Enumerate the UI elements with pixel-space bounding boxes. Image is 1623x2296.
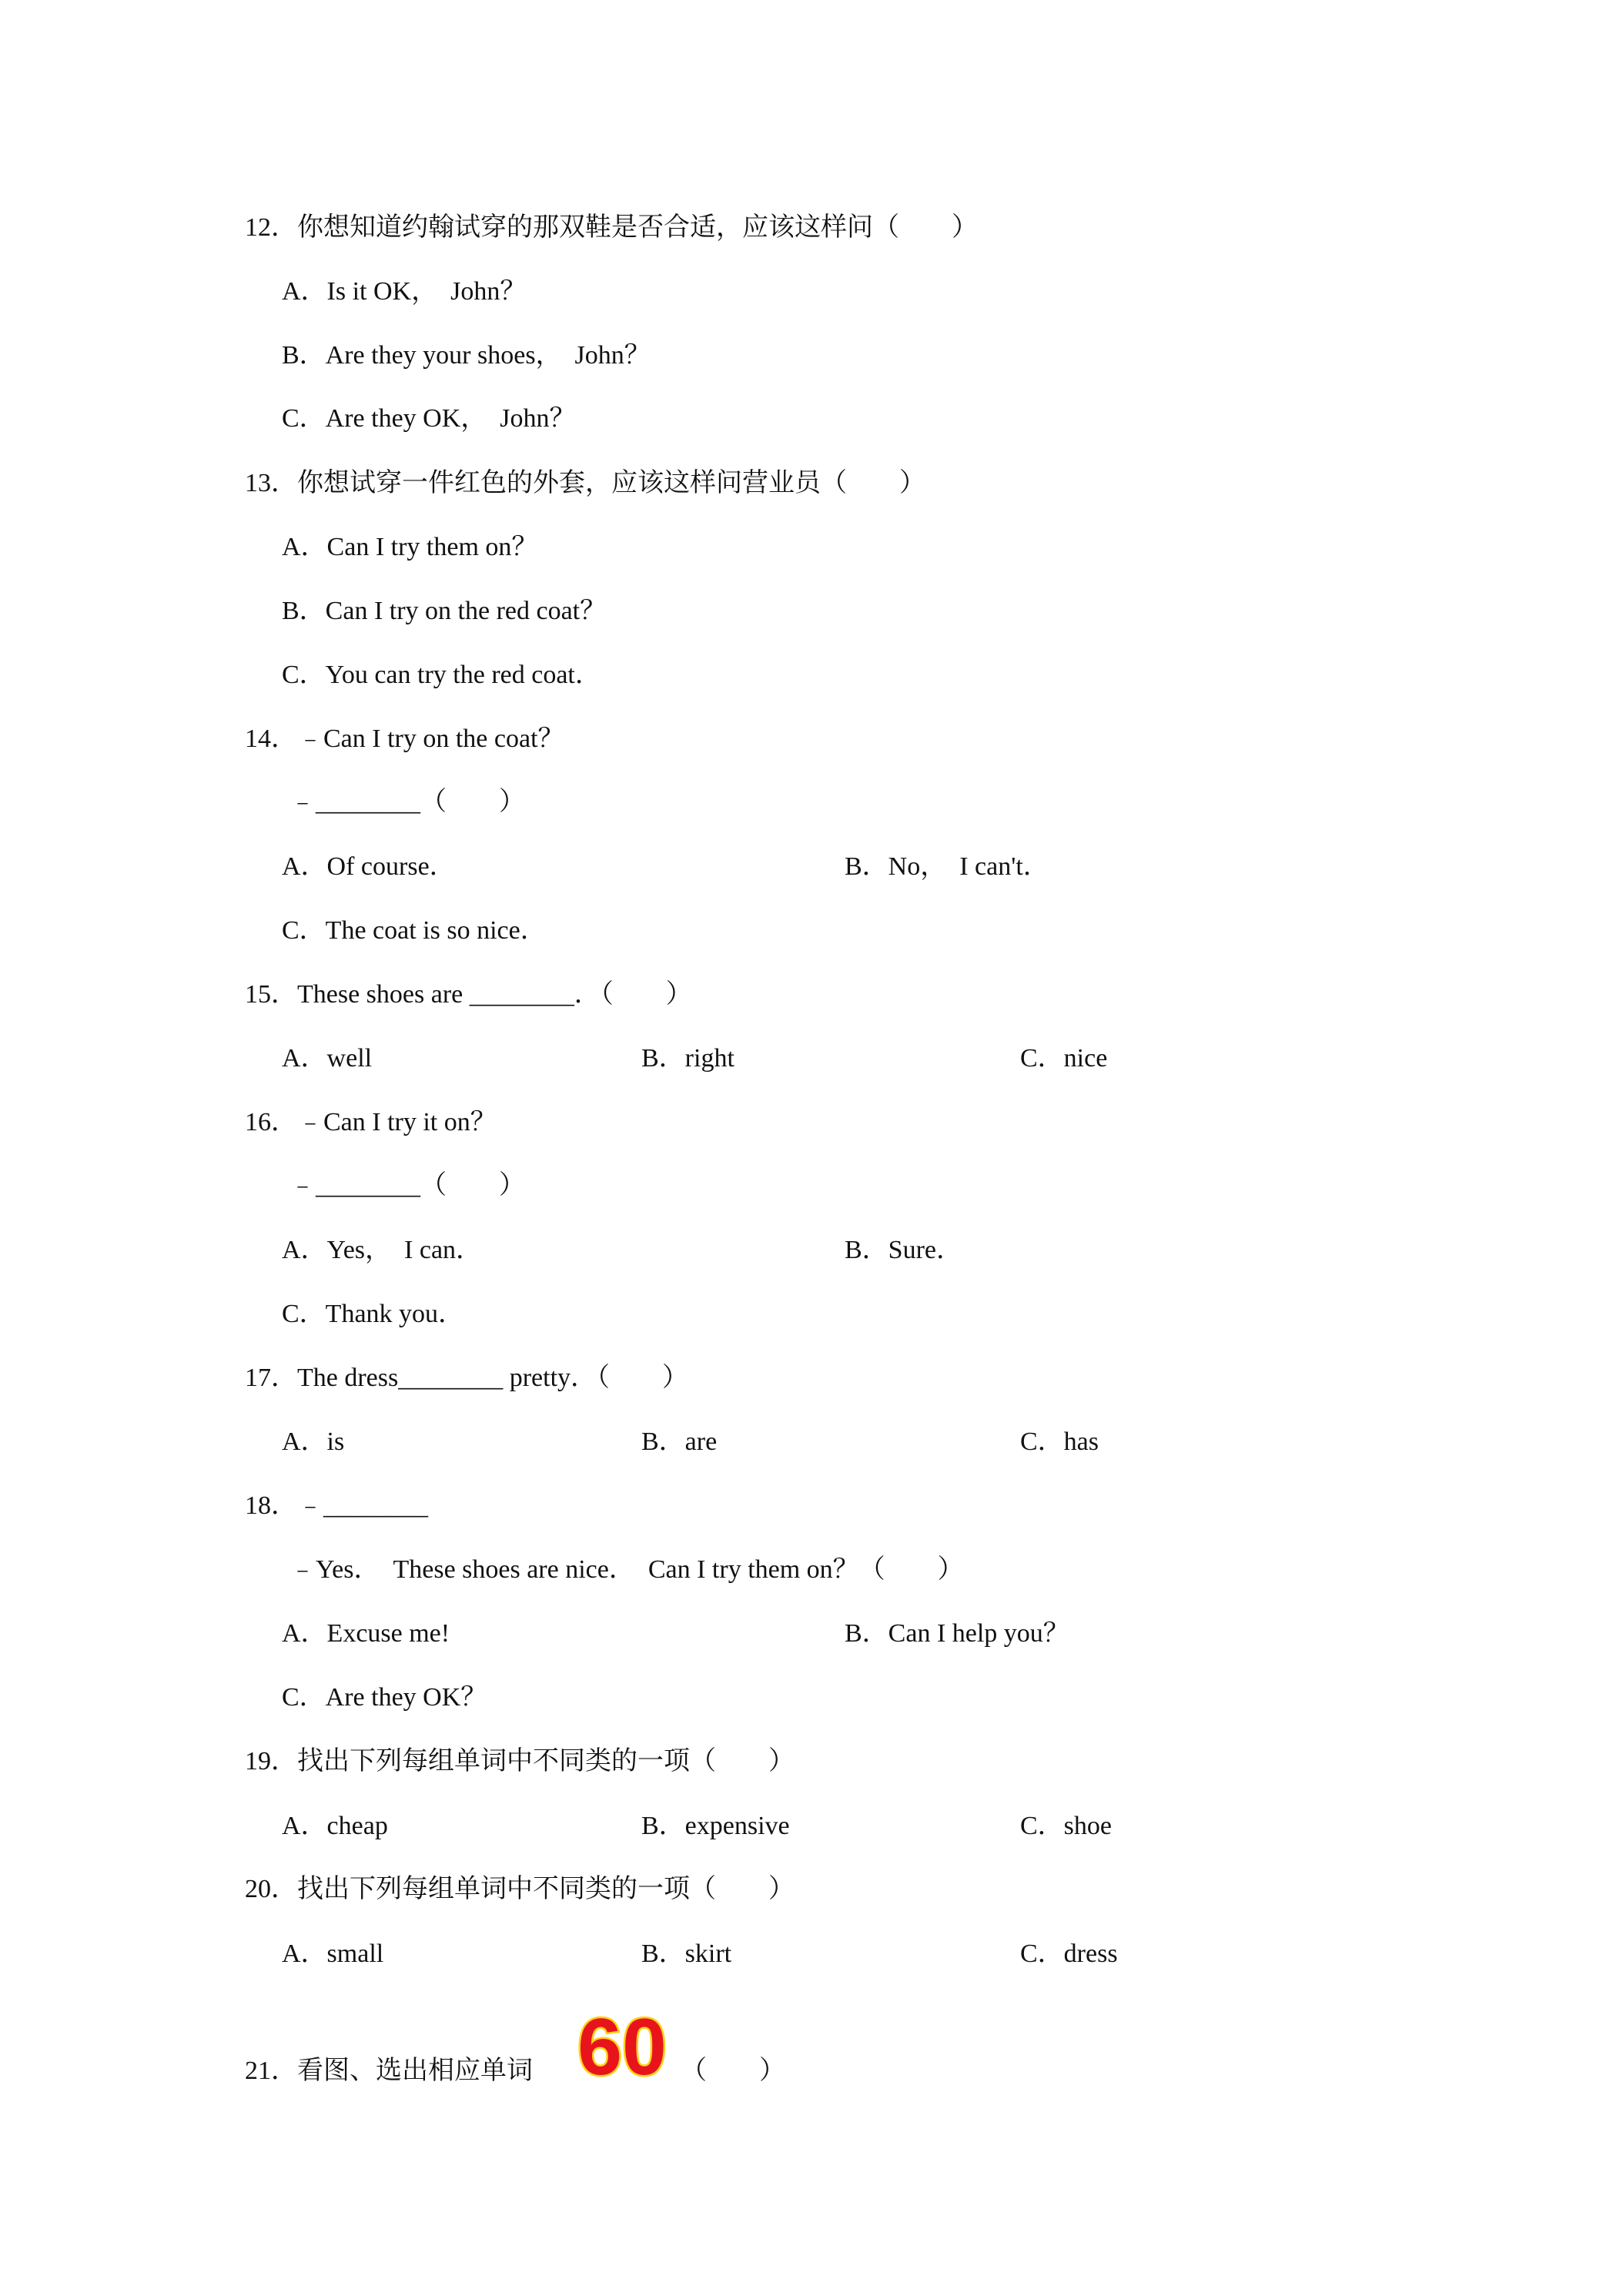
question-15-stem: 15．These shoes are ________．（ ）: [245, 980, 692, 1009]
question-16-stem: 16．﹣Can I try it on？: [245, 1108, 497, 1136]
question-18-option-c: C．Are they OK？: [282, 1683, 487, 1712]
question-19-option-a: A．cheap: [282, 1812, 388, 1840]
question-13-option-c: C．You can try the red coat．: [282, 661, 601, 689]
question-17-stem: 17．The dress________ pretty．（ ）: [245, 1364, 689, 1392]
question-13-option-a: A．Can I try them on？: [282, 533, 538, 561]
question-12-option-a: A．Is it OK， John？: [282, 277, 527, 306]
question-17-option-c: C．has: [1020, 1427, 1099, 1456]
question-12-option-c: C．Are they OK， John？: [282, 404, 576, 433]
question-15-option-c: C．nice: [1020, 1044, 1108, 1073]
question-14-option-c: C．The coat is so nice．: [282, 916, 547, 945]
question-17-option-b: B．are: [641, 1427, 718, 1456]
question-19-option-c: C．shoe: [1020, 1812, 1112, 1840]
question-20-stem: 20．找出下列每组单词中不同类的一项（ ）: [245, 1875, 795, 1903]
question-21-answer-bracket: （ ）: [681, 2057, 785, 2085]
question-12-stem: 12．你想知道约翰试穿的那双鞋是否合适，应该这样问（ ）: [245, 213, 978, 242]
question-15-option-a: A．well: [282, 1044, 373, 1073]
question-20-option-b: B．skirt: [641, 1940, 732, 1968]
question-21-stem: 21．看图、选出相应单词: [245, 2057, 533, 2085]
question-14-option-a: A．Of course．: [282, 852, 456, 881]
number-60-text: 60: [577, 2008, 667, 2085]
question-16-option-c: C．Thank you．: [282, 1300, 465, 1328]
question-18-option-b: B．Can I help you？: [845, 1619, 1069, 1648]
question-17-option-a: A．is: [282, 1427, 345, 1456]
question-15-option-b: B．right: [641, 1044, 735, 1073]
question-16-reply: ﹣________（ ）: [289, 1171, 525, 1200]
question-14-option-b: B．No， I can't．: [845, 852, 1049, 881]
question-14-reply: ﹣________（ ）: [289, 788, 525, 816]
question-20-option-a: A．small: [282, 1940, 384, 1968]
number-60-picture: [571, 2008, 673, 2085]
question-16-option-b: B．Sure．: [845, 1236, 962, 1264]
question-18-option-a: A．Excuse me!: [282, 1619, 450, 1648]
question-14-stem: 14．﹣Can I try on the coat？: [245, 725, 564, 753]
question-18-stem: 18．﹣________: [245, 1491, 428, 1520]
question-19-stem: 19．找出下列每组单词中不同类的一项（ ）: [245, 1747, 795, 1776]
question-20-option-c: C．dress: [1020, 1940, 1118, 1968]
question-13-stem: 13．你想试穿一件红色的外套，应该这样问营业员（ ）: [245, 469, 925, 497]
question-18-reply: ﹣Yes． These shoes are nice． Can I try them on？（ ）: [289, 1555, 964, 1584]
question-12-option-b: B．Are they your shoes， John？: [282, 341, 651, 370]
question-13-option-b: B．Can I try on the red coat？: [282, 597, 607, 625]
question-19-option-b: B．expensive: [641, 1812, 790, 1840]
question-16-option-a: A．Yes， I can．: [282, 1236, 483, 1264]
